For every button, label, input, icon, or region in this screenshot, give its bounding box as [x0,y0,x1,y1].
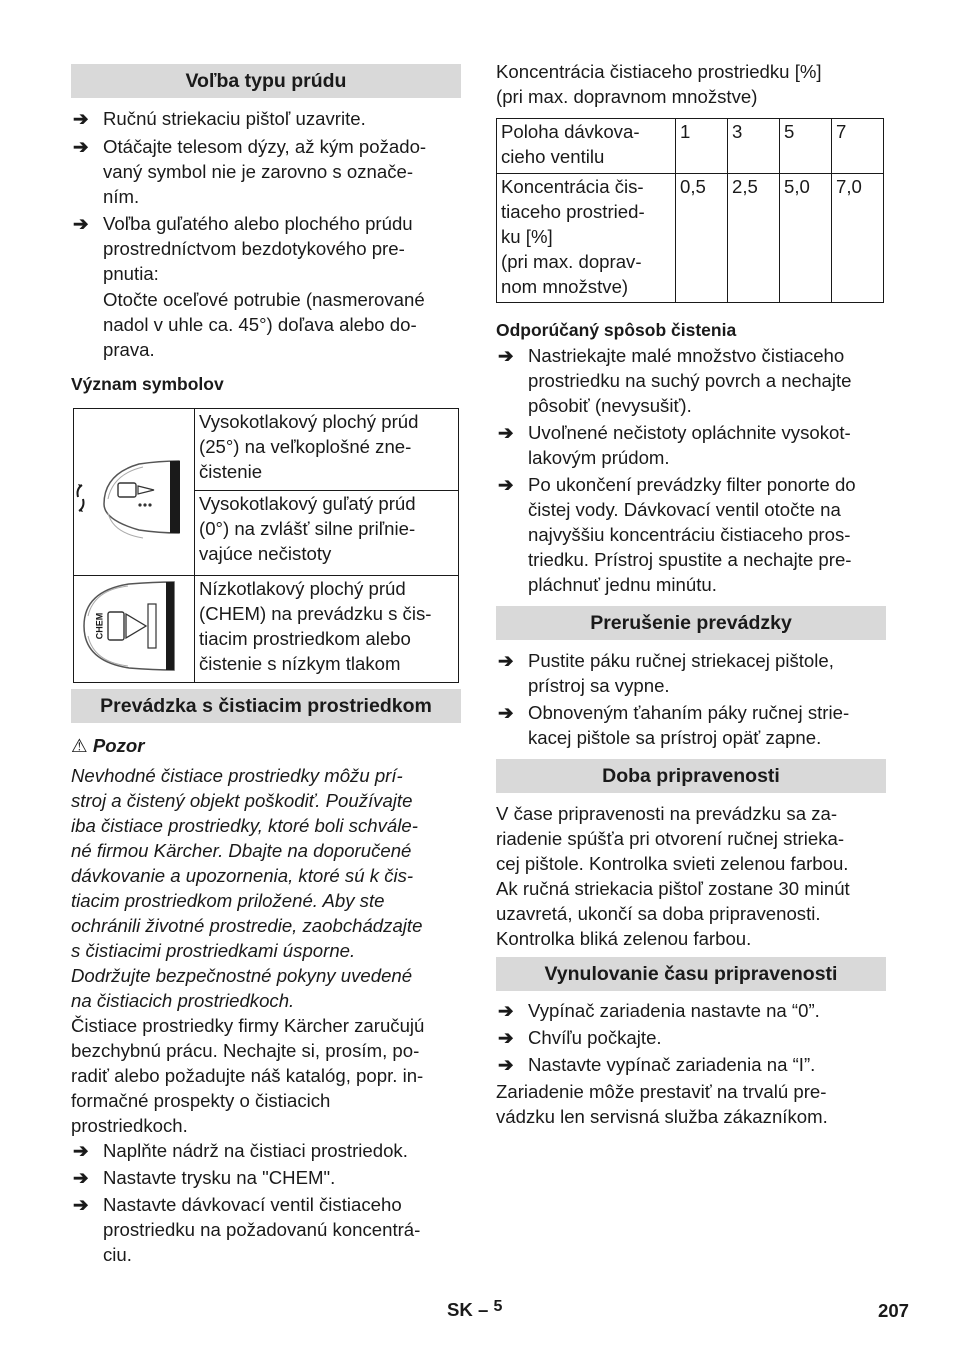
arrow-icon: ➔ [498,1027,514,1048]
warning-text: Nevhodné čistiace prostriedky môžu prí- stroj a čistený objekt poškodiť. Používajte iba čistiace prostriedky, ktoré boli schvále- né firmou Kärcher. Dbajte na doporučené dávkovanie a upozornenia, ktoré sú k čis- tiacim prostriedkom priložené. Aby ste ochránili životné prostredie, zaobchádzajte s čistiacimi prostriedkami úsporne. Dodržujte bezpečnostné pokyny uvedené na čistiacich prostriedkoch. [71,765,423,1011]
footer-language-section: SK – 5 [447,1298,503,1320]
warning-icon: ⚠ [71,735,88,756]
page-number: 207 [878,1300,910,1321]
symbol-desc-flat-25: Vysokotlakový plochý prúd (25°) na veľkoplošné zne- čistenie [195,409,459,491]
warning-title: ⚠ Pozor [71,735,145,756]
list-item: ➔ Nastavte trysku na "CHEM". [73,1167,336,1188]
bullet-list-1 [71,106,461,362]
list-item: ➔ Vypínač zariadenia nastavte na “0”. [498,1000,820,1021]
list-item: ➔ Obnoveným ťahaním páky ručnej strie- kacej pištole sa prístroj opäť zapne. [498,702,850,748]
arrow-icon: ➔ [498,474,514,495]
symbol-desc-round-0: Vysokotlakový guľatý prúd (0°) na zvlášť silne priľnie- vajúce nečistoty [195,491,459,576]
arrow-icon: ➔ [73,108,89,129]
bullet-list-cleaning [496,343,886,597]
paragraph-kaercher: Čistiace prostriedky firmy Kärcher zaručujú bezchybnú prácu. Nechajte si, prosím, po- radiť alebo požadujte náš katalóg, popr. in- formačné prospekty o čistiacich prostriedkoch. [71,1015,425,1136]
arrow-icon: ➔ [73,213,89,234]
heading-doba-pripravenosti: Doba pripravenosti [496,759,886,793]
arrow-icon: ➔ [73,136,89,157]
warning-block [71,733,461,1267]
subheading-vyznam-symbolov: Význam symbolov [71,374,224,394]
arrow-icon: ➔ [498,422,514,443]
table-cell: 2,5 [728,174,780,303]
paragraph-readiness: V čase pripravenosti na prevádzku sa za- riadenie spúšťa pri otvorení ručnej strieka- cej pištole. Kontrolka svieti zelenou farbou. Ak ručná striekacia pištoľ zostane 30 minút uzavretá, ukončí sa doba pripravenosti. Kontrolka bliká zelenou farbou. [496,803,850,949]
symbol-table [73,408,459,683]
nozzle-chem-image [74,576,195,683]
list-item: ➔ Ručnú striekaciu pištoľ uzavrite. [73,108,366,129]
heading-vynulovanie: Vynulovanie času pripravenosti [496,957,886,991]
table-cell: 5,0 [780,174,832,303]
heading-prevadzka-cistiaci: Prevádzka s čistiacim prostriedkom [71,689,461,723]
concentration-table [496,118,884,303]
list-item: ➔ Po ukončení prevádzky filter ponorte do čistej vody. Dávkovací ventil otočte na najvyššiu koncentráciu čistiaceho pros- triedku. Prístroj spustite a nechajte pre- pláchnuť jednu minútu. [498,474,856,595]
list-item: ➔ Otáčajte telesom dýzy, až kým požado- vaný symbol nie je zarovno s označe- ním. [73,136,427,207]
arrow-icon: ➔ [498,1000,514,1021]
list-item: ➔ Pustite páku ručnej striekacej pištole, prístroj sa vypne. [498,650,834,696]
symbol-desc-chem: Nízkotlakový plochý prúd (CHEM) na prevádzku s čis- tiacim prostriedkom alebo čistenie s nízkym tlakom [195,576,459,683]
table-cell: 0,5 [676,174,728,303]
arrow-icon: ➔ [498,702,514,723]
list-item: ➔ Uvoľnené nečistoty opláchnite vysokot- lakovým prúdom. [498,422,851,468]
list-item: ➔ Nastavte dávkovací ventil čistiaceho prostriedku na požadovanú koncentrá- ciu. [73,1194,421,1265]
bullet-list-reset [496,998,886,1129]
nozzle-highpressure-image [74,409,195,576]
table-cell: 3 [728,119,780,174]
paragraph-service: Zariadenie môže prestaviť na trvalú pre- vádzku len servisná služba zákazníkom. [496,1081,828,1127]
nozzle-rotate-icon [74,409,194,569]
arrow-icon: ➔ [73,1167,89,1188]
arrow-icon: ➔ [73,1194,89,1215]
table-cell-header: Koncentrácia čis- tiaceho prostried- ku [%] (pri max. doprav- nom množstve) [497,174,676,303]
list-item: ➔ Chvíľu počkajte. [498,1027,662,1048]
table-cell: 1 [676,119,728,174]
list-item: ➔ Nastavte vypínač zariadenia na “I”. [498,1054,816,1075]
table-cell: 7,0 [832,174,884,303]
list-item: ➔ Nastriekajte malé množstvo čistiaceho prostriedku na suchý povrch a nechajte pôsobiť (nevysušiť). [498,345,852,416]
table-cell: 5 [780,119,832,174]
heading-prerusenie: Prerušenie prevádzky [496,606,886,640]
bullet-list-interrupt [496,648,886,750]
table-cell-header: Poloha dávkova- cieho ventilu [497,119,676,174]
svg-text:CHEM: CHEM [94,612,105,640]
subheading-odporucany: Odporúčaný spôsob čistenia [496,320,737,340]
arrow-icon: ➔ [498,345,514,366]
arrow-icon: ➔ [73,1140,89,1161]
list-item: ➔ Voľba guľatého alebo plochého prúdu prostredníctvom bezdotykového pre- pnutia: Otočte oceľové potrubie (nasmerované nadol v uhle ca. 45°) doľava alebo do- prava. [73,213,425,360]
table-cell: 7 [832,119,884,174]
list-item: ➔ Naplňte nádrž na čistiaci prostriedok. [73,1140,408,1161]
heading-volba-typu-prudu: Voľba typu prúdu [71,64,461,98]
nozzle-chem-icon [74,576,194,676]
concentration-intro: Koncentrácia čistiaceho prostriedku [%] (pri max. dopravnom množstve) [496,61,822,107]
arrow-icon: ➔ [498,1054,514,1075]
arrow-icon: ➔ [498,650,514,671]
